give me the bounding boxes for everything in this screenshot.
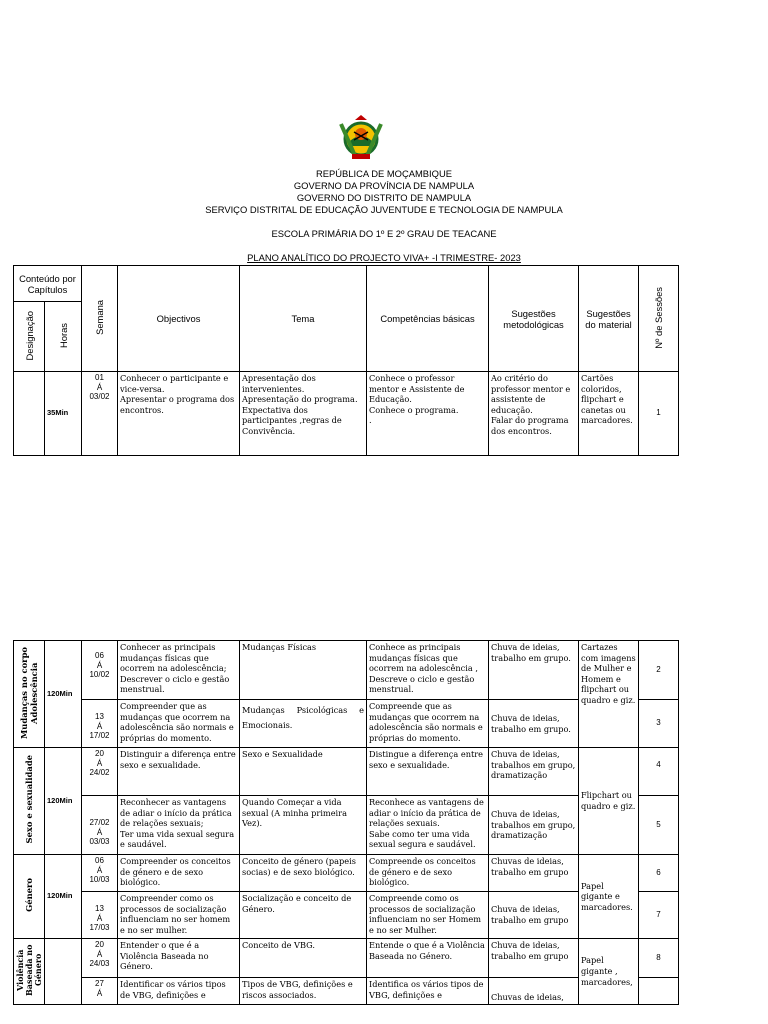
cell-sug-met: Chuva de ideias, trabalhos em grupo, dramatização — [489, 748, 579, 796]
cell-tema: Apresentação dos intervenientes. Apresentação do programa. Expectativa dos participantes ,regras de Convivência. — [240, 372, 367, 456]
cell-tema: Mudanças Psicológicas e Emocionais. — [240, 700, 367, 748]
header-district: GOVERNO DO DISTRITO DE NAMPULA — [296, 192, 472, 203]
col-sug-met: Sugestões metodológicas — [489, 266, 579, 372]
cell-tema: Socialização e conceito de Género. — [240, 892, 367, 939]
cell-competencias: Conhece as principais mudanças físicas que ocorrem na adolescência , Descreve o ciclo e gestão menstrual. — [367, 641, 489, 700]
cell-semana: 20 Á 24/02 — [82, 748, 118, 796]
group-horas: 120Min — [45, 855, 82, 939]
cell-sug-met: Chuva de ideias, trabalho em grupo — [489, 939, 579, 978]
cell-sug-met: Chuva de ideias, trabalho em grupo. — [489, 641, 579, 700]
table-row — [14, 372, 679, 456]
cell-tema: Conceito de género (papeis socias) e de sexo biológico. — [240, 855, 367, 892]
cell-tema: Sexo e Sexualidade — [240, 748, 367, 796]
cell-sessao: 7 — [639, 892, 679, 939]
cell-sug-met: Chuva de ideias, trabalhos em grupo, dramatização — [489, 796, 579, 855]
cell-semana: 27/02 Á 03/03 — [82, 796, 118, 855]
cell-semana: 06 Á 10/02 — [82, 641, 118, 700]
col-sug-mat: Sugestões do material — [579, 266, 639, 372]
cell-semana: 13 Á 17/03 — [82, 892, 118, 939]
header-province: GOVERNO DA PROVÍNCIA DE NAMPULA — [293, 180, 475, 191]
cell-objectivos: Conhecer o participante e vice-versa. Apresentar o programa dos encontros. — [118, 372, 240, 456]
group-designacao: Sexo e sexualidade — [23, 755, 34, 844]
cell-sug-met: Chuvas de ideias, trabalho em grupo — [489, 855, 579, 892]
cell-sessao: 4 — [639, 748, 679, 796]
group-designacao: Género — [23, 878, 34, 913]
group-horas: 120Min — [45, 748, 82, 855]
cell-semana: 06 Á 10/03 — [82, 855, 118, 892]
plan-table-page2 — [13, 640, 679, 1005]
cell-competencias: Compreende como os processos de socialização influenciam no ser Homem e no ser Mulher. — [367, 892, 489, 939]
col-competencias: Competências básicas — [367, 266, 489, 372]
mozambique-emblem — [335, 112, 387, 164]
group-designacao: Violência Baseada no Género — [14, 944, 43, 996]
cell-tema: Conceito de VBG. — [240, 939, 367, 978]
col-horas: Horas — [57, 322, 69, 348]
cell-tema: Tipos de VBG, definições e riscos associados. — [240, 978, 367, 1004]
cell-objectivos: Reconhecer as vantagens de adiar o início da prática de relações sexuais; Ter uma vida sexual segura e saudável. — [118, 796, 240, 855]
table-row — [14, 748, 679, 796]
cell-objectivos: Compreender como os processos de socialização influenciam no ser homem e no ser mulher. — [118, 892, 240, 939]
cell-sug-mat: Cartões coloridos, flipchart e canetas ou marcadores. — [579, 372, 639, 456]
cell-tema: Mudanças Físicas — [240, 641, 367, 700]
cell-sessao: 3 — [639, 700, 679, 748]
col-conteudo: Conteúdo por Capítulos — [14, 266, 82, 302]
cell-semana: 13 Á 17/02 — [82, 700, 118, 748]
cell-competencias: Distingue a diferença entre sexo e sexualidade. — [367, 748, 489, 796]
col-designacao: Designação — [23, 310, 35, 361]
cell-sug-met: Chuva de ideias, trabalho em grupo. — [489, 700, 579, 748]
cell-objectivos: Entender o que é a Violência Baseada no Género. — [118, 939, 240, 978]
cell-objectivos: Identificar os vários tipos de VBG, definições e — [118, 978, 240, 1004]
col-objectivos: Objectivos — [118, 266, 240, 372]
cell-objectivos: Compreender os conceitos de género e de sexo biológico. — [118, 855, 240, 892]
plan-table-page1 — [13, 265, 679, 456]
cell-objectivos: Conhecer as principais mudanças físicas que ocorrem na adolescência; Descrever o ciclo e gestão menstrual. — [118, 641, 240, 700]
cell-horas: 35Min — [45, 372, 82, 456]
group-material: Papel gigante , marcadores, — [579, 939, 639, 1005]
cell-sessao: 8 — [639, 939, 679, 978]
plan-title: PLANO ANALÍTICO DO PROJECTO VIVA+ -I TRIMESTRE- 2023 — [247, 252, 521, 263]
cell-competencias: Identifica os vários tipos de VBG, definições e — [367, 978, 489, 1004]
col-semana: Semana — [94, 300, 105, 335]
table-row — [14, 641, 679, 700]
table-row — [14, 939, 679, 978]
cell-objectivos: Distinguir a diferença entre sexo e sexualidade. — [118, 748, 240, 796]
group-horas: 120Min — [45, 641, 82, 748]
cell-competencias: Compreende que as mudanças que ocorrem na adolescência são normais e próprias do momento. — [367, 700, 489, 748]
header-republic: REPÚBLICA DE MOÇAMBIQUE — [316, 168, 452, 179]
cell-sug-met: Ao critério do professor mentor e assistente de educação. Falar do programa dos encontros. — [489, 372, 579, 456]
cell-competencias: Compreende os conceitos de género e de sexo biológico. — [367, 855, 489, 892]
group-material: Papel gigante e marcadores. — [579, 855, 639, 939]
cell-sug-met: Chuvas de ideias, — [489, 978, 579, 1004]
cell-sessao: 1 — [639, 372, 679, 456]
cell-sessao: 6 — [639, 855, 679, 892]
cell-sessao: 2 — [639, 641, 679, 700]
group-designacao: Mudanças no corpo Adolescência — [19, 646, 39, 739]
cell-sug-met: Chuva de ideias, trabalho em grupo — [489, 892, 579, 939]
group-material: Cartazes com imagens de Mulher e Homem e flipchart ou quadro e giz. — [579, 641, 639, 748]
cell-objectivos: Compreender que as mudanças que ocorrem na adolescência são normais e próprias do momento. — [118, 700, 240, 748]
cell-semana: 20 Á 24/03 — [82, 939, 118, 978]
cell-tema: Quando Começar a vida sexual (A minha primeira Vez). — [240, 796, 367, 855]
cell-sessao: 5 — [639, 796, 679, 855]
cell-semana: 27 Á — [82, 978, 118, 1004]
cell-competencias: Conhece o professor mentor e Assistente de Educação. Conhece o programa. . — [367, 372, 489, 456]
header-service: SERVIÇO DISTRITAL DE EDUCAÇÃO JUVENTUDE E TECNOLOGIA DE NAMPULA — [205, 204, 563, 215]
table-row — [14, 855, 679, 892]
header-school: ESCOLA PRIMÁRIA DO 1º E 2º GRAU DE TEACANE — [271, 228, 497, 239]
col-tema: Tema — [240, 266, 367, 372]
col-sessoes: Nº de Sessões — [653, 286, 664, 349]
group-material: Flipchart ou quadro e giz. — [579, 748, 639, 855]
cell-semana: 01 Á 03/02 — [82, 372, 118, 456]
cell-competencias: Entende o que é a Violência Baseada no Género. — [367, 939, 489, 978]
cell-competencias: Reconhece as vantagens de adiar o início da prática de relações sexuais. Sabe como ter uma vida sexual segura e saudável. — [367, 796, 489, 855]
cell-sessao — [639, 978, 679, 1004]
